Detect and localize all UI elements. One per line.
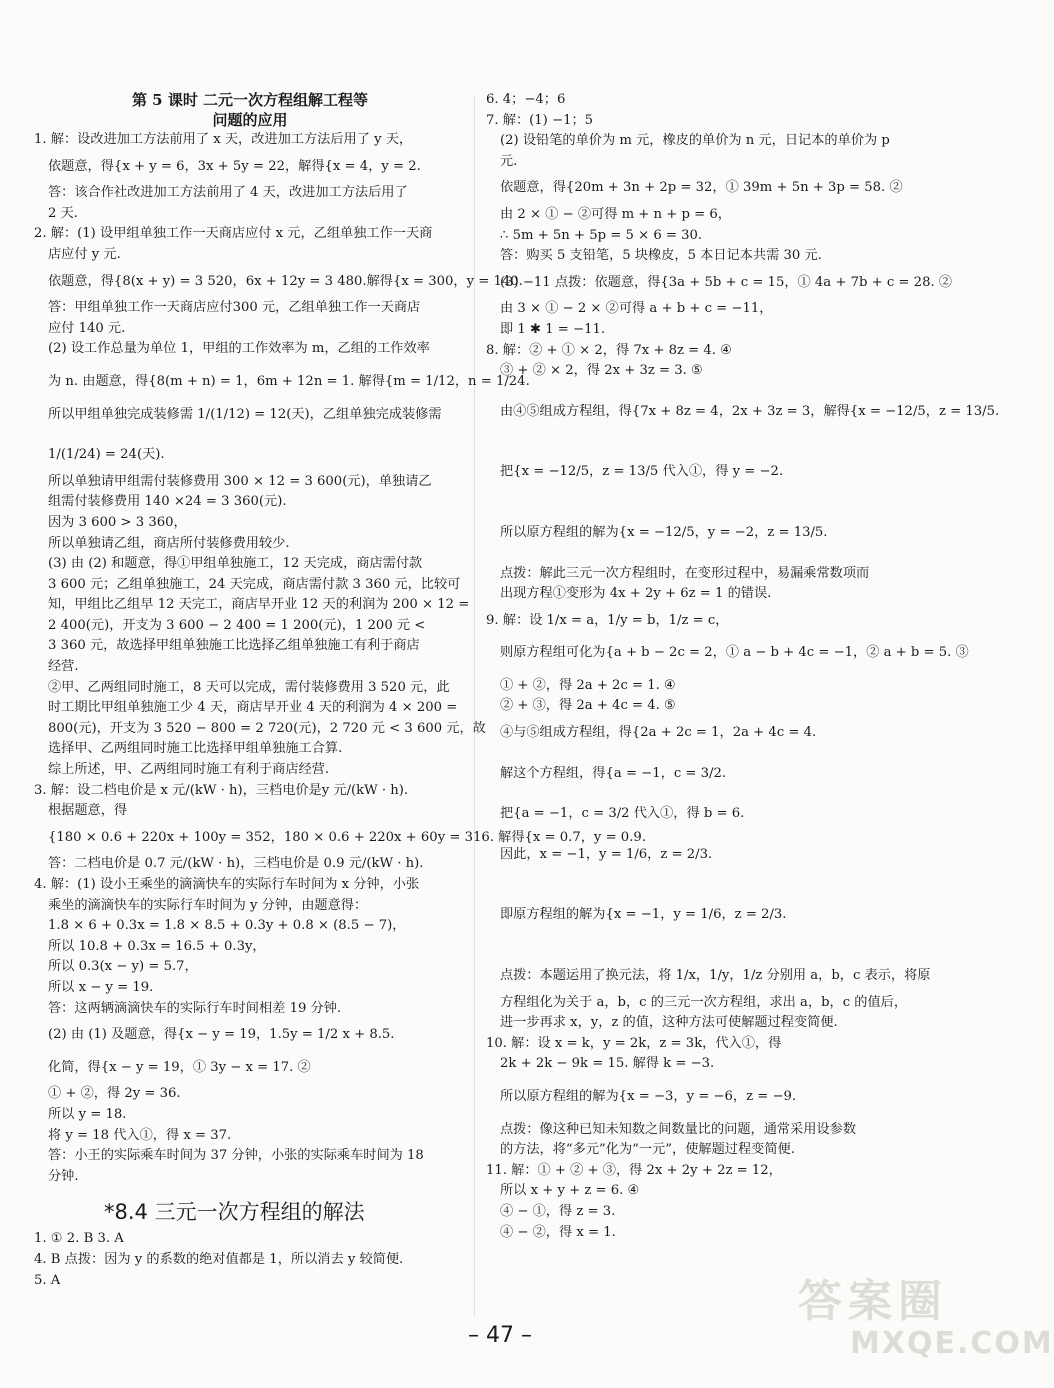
text-line: 1. 解：设改进加工方法前用了 x 天，改进加工方法后用了 y 天， (34, 132, 413, 147)
text-line: 8. 解：② + ① × 2，得 7x + 8z = 4. ④ (486, 342, 732, 358)
text-line: 所以单独请甲组需付装修费用 300 × 12 = 3 600(元)，单独请乙 (48, 473, 432, 489)
text-line: 4. 解：(1) 设小王乘坐的滴滴快车的实际行车时间为 x 分钟，小张 (34, 877, 420, 892)
text-line: 分钟. (48, 1168, 79, 1184)
text-line: 2. 解：(1) 设甲组单独工作一天商店应付 x 元，乙组单独工作一天商 (34, 226, 433, 242)
text-line: 乘坐的滴滴快车的实际行车时间为 y 分钟，由题意得： (48, 897, 368, 913)
text-line: 应付 140 元. (48, 320, 126, 336)
text-line: 1. ① 2. B 3. A (34, 1231, 124, 1247)
lesson-title: 第 5 课时 二元一次方程组解工程等 (131, 91, 369, 109)
text-line: ① + ②，得 2y = 36. (48, 1086, 181, 1102)
text-line: 由 3 × ① − 2 × ②可得 a + b + c = −11， (500, 301, 773, 317)
text-line: 答：甲组单独工作一天商店应付300 元，乙组单独工作一天商店 (48, 300, 421, 316)
text-line: (2) 设工作总量为单位 1，甲组的工作效率为 m，乙组的工作效率 (48, 341, 430, 357)
text-line: 所以 y = 18. (48, 1106, 127, 1122)
text-line: 因为 3 600 > 3 360， (48, 514, 187, 530)
watermark-text: 答案圈 (798, 1276, 948, 1327)
text-line: 答：这两辆滴滴快车的实际行车时间相差 19 分钟. (48, 1000, 342, 1016)
text-line: 所以单独请乙组，商店所付装修费用较少. (48, 535, 290, 551)
text-line: 元. (500, 153, 518, 169)
text-line: 3 360 元，故选择甲组单独施工比选择乙组单独施工有利于商店 (48, 638, 420, 654)
text-line: {180 × 0.6 + 220x + 100y = 352，180 × 0.6 + 220x + 60y = 316. 解得{x = 0.7，y = 0.9. (48, 829, 646, 845)
text-line: 所以 10.8 + 0.3x = 16.5 + 0.3y， (48, 938, 266, 954)
text-line: 10. 解：设 x = k，y = 2k，z = 3k，代入①，得 (486, 1035, 782, 1051)
text-line: 800(元)，开支为 3 520 − 800 = 2 720(元)，2 720 元 < 3 600 元，故 (48, 720, 486, 736)
text-line: 依题意，得{20m + 3n + 2p = 32，① 39m + 5n + 3p = 58. ② (500, 180, 903, 196)
text-line: 4. B 点拨：因为 y 的系数的绝对值都是 1，所以消去 y 较简便. (34, 1251, 404, 1267)
text-line: 点拨：像这种已知未知数之间数量比的问题，通常采用设参数 (500, 1121, 857, 1137)
text-line: 把{x = −12/5，z = 13/5 代入①，得 y = −2. (500, 464, 784, 480)
text-line: ②甲、乙两组同时施工，8 天可以完成，需付装修费用 3 520 元，此 (48, 679, 450, 695)
text-line: 进一步再求 x，y，z 的值，这种方法可使解题过程变简便. (500, 1015, 838, 1031)
text-line: 由 2 × ① − ②可得 m + n + p = 6， (500, 206, 731, 222)
text-line: 组需付装修费用 140 ×24 = 3 360(元). (48, 494, 287, 510)
text-line: 3. 解：设二档电价是 x 元/(kW · h)，三档电价是y 元/(kW · h). (34, 782, 409, 798)
text-line: 把{a = −1，c = 3/2 代入①，得 b = 6. (500, 806, 745, 822)
text-line: 则原方程组可化为{a + b − 2c = 2，① a − b + 4c = −1，② a + b = 5. ③ (500, 645, 969, 661)
text-line: 6. 4；−4；6 (486, 92, 566, 107)
text-line: 点拨：本题运用了换元法，将 1/x，1/y，1/z 分别用 a，b，c 表示，将原 (500, 968, 931, 984)
text-line: ∴ 5m + 5n + 5p = 5 × 6 = 30. (500, 227, 703, 243)
text-line: 因此，x = −1，y = 1/6，z = 2/3. (500, 846, 713, 862)
text-line: (3) −11 点拨：依题意，得{3a + 5b + c = 15，① 4a + 7b + c = 28. ② (500, 274, 953, 290)
right-column (486, 90, 1000, 1243)
text-line: 出现方程①变形为 4x + 2y + 6z = 1 的错误. (500, 586, 772, 602)
text-line: 经营. (48, 659, 79, 675)
text-line: 将 y = 18 代入①，得 x = 37. (48, 1127, 232, 1143)
watermark-url: MXQE.COM (850, 1326, 1054, 1361)
text-line: 答：该合作社改进加工方法前用了 4 天，改进加工方法后用了 (48, 185, 408, 201)
text-line: (2) 由 (1) 及题意，得{x − y = 19，1.5y = 1/2 x + 8.5. (48, 1027, 395, 1043)
text-line: (2) 设铅笔的单价为 m 元，橡皮的单价为 n 元，日记本的单价为 p (500, 133, 890, 149)
text-line: 为 n. 由题意，得{8(m + n) = 1，6m + 12n = 1. 解得{m = 1/12，n = 1/24. (48, 373, 530, 389)
text-line: 点拨：解此三元一次方程组时，在变形过程中，易漏乘常数项而 (500, 565, 870, 581)
text-line: 所以甲组单独完成装修需 1/(1/12) = 12(天)，乙组单独完成装修需 (48, 406, 442, 422)
text-line: 2 400(元)，开支为 3 600 − 2 400 = 1 200(元)，1 200 元 < (48, 617, 426, 633)
text-line: 1/(1/24) = 24(天). (48, 447, 165, 463)
text-line: 由④⑤组成方程组，得{7x + 8z = 4，2x + 3z = 3，解得{x = −12/5，z = 13/5. (500, 403, 1000, 419)
text-line: 方程组化为关于 a，b，c 的三元一次方程组，求出 a，b，c 的值后， (500, 994, 908, 1010)
text-line: 2k + 2k − 9k = 15. 解得 k = −3. (500, 1056, 715, 1072)
lesson-subtitle: 问题的应用 (212, 111, 288, 129)
text-line: 即原方程组的解为{x = −1，y = 1/6，z = 2/3. (500, 907, 787, 923)
text-line: 所以 0.3(x − y) = 5.7， (48, 959, 198, 975)
text-line: 11. 解：① + ② + ③，得 2x + 2y + 2z = 12， (486, 1162, 782, 1178)
text-line: 7. 解：(1) −1；5 (486, 112, 594, 128)
text-line: 依题意，得{x + y = 6，3x + 5y = 22，解得{x = 4，y = 2. (48, 158, 421, 174)
text-line: 知，甲组比乙组早 12 天完工，商店早开业 12 天的利润为 200 × 12 = (48, 597, 470, 613)
text-line: 所以原方程组的解为{x = −3，y = −6，z = −9. (500, 1089, 797, 1104)
text-line: 1.8 × 6 + 0.3x = 1.8 × 8.5 + 0.3y + 0.8 × (8.5 − 7)， (48, 918, 406, 934)
text-line: 2 天. (48, 205, 78, 221)
text-line: ④ − ①，得 z = 3. (500, 1203, 616, 1219)
text-line: 5. A (34, 1272, 61, 1288)
text-line: 答：小王的实际乘车时间为 37 分钟，小张的实际乘车时间为 18 (48, 1148, 424, 1164)
text-line: 选择甲、乙两组同时施工比选择甲组单独施工合算. (48, 741, 343, 757)
text-line: ① + ②，得 2a + 2c = 1. ④ (500, 677, 676, 693)
text-line: ③ + ② × 2，得 2x + 3z = 3. ⑤ (500, 363, 703, 379)
text-line: 解这个方程组，得{a = −1，c = 3/2. (500, 765, 727, 781)
section-heading: *8.4 三元一次方程组的解法 (104, 1200, 365, 1225)
text-line: 即 1 ✱ 1 = −11. (500, 321, 606, 337)
text-line: 所以原方程组的解为{x = −12/5，y = −2，z = 13/5. (500, 524, 828, 540)
page-number: – 47 – (468, 1323, 532, 1348)
text-line: 依题意，得{8(x + y) = 3 520，6x + 12y = 3 480.解得{x = 300，y = 140. (48, 273, 523, 289)
text-line: 根据题意，得 (48, 803, 128, 819)
text-line: 所以 x + y + z = 6. ④ (500, 1183, 640, 1199)
text-line: ④ − ②，得 x = 1. (500, 1224, 616, 1240)
text-line: 9. 解：设 1/x = a，1/y = b，1/z = c， (486, 612, 729, 628)
watermark-logo (758, 1276, 1054, 1370)
text-line: ② + ③，得 2a + 4c = 4. ⑤ (500, 698, 676, 714)
text-line: 答：购买 5 支铅笔，5 块橡皮，5 本日记本共需 30 元. (500, 248, 822, 264)
text-line: 所以 x − y = 19. (48, 979, 154, 995)
text-line: ④与⑤组成方程组，得{2a + 2c = 1，2a + 4c = 4. (500, 725, 817, 741)
text-line: 答：二档电价是 0.7 元/(kW · h)，三档电价是 0.9 元/(kW · h). (48, 856, 424, 872)
text-line: 时工期比甲组单独施工少 4 天，商店早开业 4 天的利润为 4 × 200 = (48, 700, 458, 716)
text-line: (3) 由 (2) 和题意，得①甲组单独施工，12 天完成，商店需付款 (48, 556, 423, 572)
text-line: 综上所述，甲、乙两组同时施工有利于商店经营. (48, 762, 330, 778)
text-line: 的方法，将“多元”化为“一元”，使解题过程变简便. (500, 1142, 795, 1158)
text-line: 3 600 元；乙组单独施工，24 天完成，商店需付款 3 360 元，比较可 (48, 576, 461, 592)
text-line: 店应付 y 元. (48, 246, 121, 262)
text-line: 化简，得{x − y = 19，① 3y − x = 17. ② (48, 1059, 311, 1075)
